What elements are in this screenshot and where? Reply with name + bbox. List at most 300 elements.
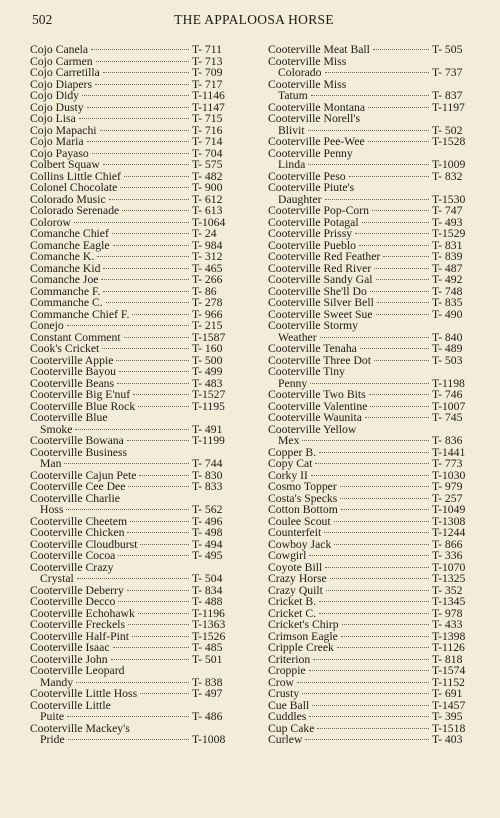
registration-number: T- 714 [192,135,223,148]
registration-number: T- 494 [192,537,223,551]
dot-leader [362,222,429,223]
registration-number: T- 840 [432,330,463,344]
registration-number: T- 838 [192,675,223,689]
dot-leader [103,164,189,165]
registration-number: T- 403 [432,733,463,746]
registration-number: T-1126 [432,641,465,654]
registration-number: T- 709 [192,66,223,79]
horse-name: Colorado [278,66,322,79]
registry-entry [268,113,480,125]
registration-number: T- 773 [432,457,463,470]
registration-number: T-1196 [192,606,225,620]
registry-entry [268,619,480,631]
registration-number: T- 496 [192,514,223,528]
registry-entry [30,67,240,79]
registry-entry [30,412,240,424]
dot-leader [66,509,189,510]
registration-number: T- 837 [432,89,463,102]
registration-number: T-1526 [192,629,226,643]
dot-leader [334,544,429,545]
registry-entry [268,389,480,401]
registry-entry [268,435,480,447]
dot-leader [68,739,189,740]
dot-leader [139,475,189,476]
registry-entry [268,366,480,378]
dot-leader [330,578,429,579]
horse-name: Collins Little Chief [30,169,121,183]
horse-name: Comanche Joe [30,273,99,286]
dot-leader [365,417,429,418]
registration-number: T-1064 [192,215,226,229]
registry-entry [30,205,240,217]
registry-entry [268,228,480,240]
horse-name: Coulee Scout [268,514,331,528]
registration-number: T-1152 [432,675,465,689]
dot-leader [374,268,429,269]
registration-number: T- 713 [192,54,223,68]
registration-number: T- 86 [192,284,217,298]
registration-number: T- 830 [192,468,223,482]
registration-number: T-1146 [192,89,225,102]
horse-name: Constant Comment [30,330,121,344]
horse-name: Cricket B. [268,595,317,608]
registry-entry [30,711,240,723]
dot-leader [118,601,189,602]
registry-entry [268,711,480,723]
dot-leader [312,705,429,706]
registry-entry [30,90,240,102]
registration-number: T-1030 [432,468,466,482]
dot-leader [309,716,429,717]
horse-name: Cooterville Norell's [268,112,361,125]
registry-entry [30,44,240,56]
horse-name: Penny [278,376,308,390]
dot-leader [119,371,189,372]
registration-number: T- 487 [432,261,463,275]
dot-leader [305,739,429,740]
dot-leader [325,199,430,200]
horse-name: Cooterville Charlie [30,491,120,505]
registration-number: T- 160 [192,342,223,355]
horse-name: Cooterville Pop-Corn [268,204,369,217]
horse-name: Cup Cake [268,721,315,735]
dot-leader [109,199,189,200]
dot-leader [374,360,429,361]
dot-leader [132,636,189,637]
dot-leader [373,49,429,50]
dot-leader [124,337,189,338]
dot-leader [355,233,429,234]
horse-name: Cooterville Decco [30,595,116,608]
dot-leader [113,647,189,648]
registration-number: T- 503 [432,353,463,367]
registration-number: T- 833 [192,480,223,493]
registry-entry [268,274,480,286]
dot-leader [96,61,189,62]
horse-name: Cooterville Meat Ball [268,43,370,56]
registration-number: T- 492 [432,273,463,286]
registry-entry [268,596,480,608]
horse-name: Cooterville Blue [30,411,108,424]
registration-number: T- 613 [192,204,223,217]
horse-name: Cooterville Sweet Sue [268,307,373,321]
horse-name: Cooterville Tiny [268,365,345,378]
horse-name: Cricket C. [268,606,317,620]
horse-name: Cooterville Mackey's [30,721,130,735]
horse-name: Cooterville Red Feather [268,250,381,263]
registration-number: T- 562 [192,503,223,516]
horse-name: Cooterville Pee-Wee [268,135,365,148]
dot-leader [117,383,189,384]
registration-number: T-1530 [432,192,466,206]
horse-name: Puite [40,710,65,723]
registration-number: T- 257 [432,491,463,505]
dot-leader [326,590,429,591]
registration-number: T- 266 [192,273,223,286]
registration-number: T- 966 [192,307,223,321]
registration-number: T-1009 [432,158,466,171]
horse-name: Cojo Carmen [30,54,93,68]
dot-leader [138,613,189,614]
dot-leader [118,555,189,556]
dot-leader [75,429,189,430]
registration-number: T-1049 [432,503,466,516]
registration-number: T- 745 [432,411,463,424]
horse-name: Croppie [268,664,306,677]
horse-name: Cripple Creek [268,641,334,654]
registry-entry [30,573,240,585]
dot-leader [92,153,189,154]
horse-name: Cooterville Waunita [268,411,362,424]
horse-name: Cooterville Big E'nuf [30,388,131,401]
registration-number: T- 744 [192,457,223,470]
dot-leader [77,578,189,579]
registration-number: T- 978 [432,606,463,620]
registration-number: T-1363 [192,618,226,631]
horse-name: Comanche Chief [30,227,109,240]
dot-leader [340,486,429,487]
horse-name: Cooterville Bowana [30,434,124,447]
horse-name: Crazy Quilt [268,583,323,597]
dot-leader [113,245,189,246]
registration-number: T- 711 [192,43,222,56]
dot-leader [370,406,429,407]
horse-name: Cricket's Chirp [268,618,339,631]
horse-name: Copper B. [268,445,317,459]
dot-leader [97,256,189,257]
horse-name: Tatum [278,89,308,102]
horse-name: Cooterville Valentine [268,399,368,413]
horse-name: Cooterville Peso [268,169,346,183]
dot-leader [309,555,429,556]
registration-number: T- 832 [432,169,463,183]
registry-entry [30,665,240,677]
registration-number: T-1147 [192,100,225,114]
registry-entry [268,504,480,516]
horse-name: Cooterville Little [30,698,111,712]
dot-leader [319,452,429,453]
registration-number: T- 501 [192,652,223,666]
dot-leader [308,130,429,131]
horse-name: Cooterville Business [30,445,128,459]
horse-name: Cojo Maria [30,135,84,148]
registration-number: T-1587 [192,330,226,344]
registry-entry [268,159,480,171]
registration-number: T-1441 [432,445,466,459]
dot-leader [116,360,189,361]
dot-leader [103,268,189,269]
horse-name: Linda [278,158,306,171]
registry-entry [30,458,240,470]
registry-entry [268,734,480,746]
horse-name: Daughter [278,192,322,206]
registration-number: T- 498 [192,526,223,539]
horse-name: Cook's Cricket [30,342,100,355]
dot-leader [132,314,189,315]
registration-number: T-1457 [432,698,466,712]
registration-number: T-1518 [432,721,466,735]
dot-leader [325,72,430,73]
dot-leader [309,670,429,671]
registry-entry [30,481,240,493]
registration-number: T- 839 [432,250,463,263]
registration-number: T- 485 [192,641,223,654]
horse-name: Cojo Mapachi [30,123,97,137]
horse-name: Cooterville Montana [268,100,366,114]
dot-leader [127,590,189,591]
dot-leader [91,49,189,50]
dot-leader [79,118,189,119]
registration-number: T- 612 [192,192,223,206]
dot-leader [313,659,429,660]
horse-name: Cooterville Miss [268,77,347,91]
horse-name: Cooterville Red River [268,261,372,275]
dot-leader [122,210,189,211]
horse-name: Colorado Serenade [30,204,120,217]
horse-name: Commanche C. [30,296,103,309]
horse-name: Cuddles [268,710,307,723]
horse-name: Cooterville Sandy Gal [268,273,373,286]
dot-leader [359,245,429,246]
dot-leader [324,532,429,533]
horse-name: Colorado Music [30,192,106,206]
horse-name: Comanche Kid [30,261,101,275]
dot-leader [383,256,429,257]
horse-name: Cooterville Appie [30,353,114,367]
dot-leader [376,314,429,315]
registry-entry [30,182,240,194]
horse-name: Cue Ball [268,698,310,712]
horse-name: Mandy [40,675,74,689]
registration-number: T-1008 [192,733,226,746]
dot-leader [127,532,189,533]
registry-entry [30,251,240,263]
registration-number: T- 747 [432,204,463,217]
registry-entry [268,573,480,585]
horse-name: Cosmo Topper [268,480,337,493]
registration-number: T-1528 [432,135,466,148]
dot-leader [297,682,429,683]
registration-number: T- 465 [192,261,223,275]
horse-name: Commanche F. [30,284,101,298]
horse-name: Crimson Eagle [268,629,338,643]
horse-name: Comanche K. [30,250,95,263]
registry-entry [30,596,240,608]
horse-name: Cooterville Beans [30,376,115,390]
running-title: THE APPALOOSA HORSE [174,12,334,27]
registry-entry [30,642,240,654]
dot-leader [320,337,429,338]
dot-leader [340,498,429,499]
horse-name: Cooterville Yellow [268,422,357,436]
horse-name: Man [40,457,62,470]
registration-number: T-1070 [432,560,466,574]
registry-entry [268,527,480,539]
registry-entry [30,343,240,355]
horse-name: Cooterville Tenaha [268,342,357,355]
registration-number: T- 493 [432,215,463,229]
registration-number: T- 715 [192,112,223,125]
registration-number: T- 502 [432,123,463,137]
dot-leader [317,728,429,729]
dot-leader [130,521,189,522]
dot-leader [369,394,429,395]
registration-number: T- 215 [192,319,223,332]
registry-entry [30,274,240,286]
horse-name: Cooterville Prissy [268,227,353,240]
dot-leader [100,130,189,131]
dot-leader [370,291,429,292]
registration-number: T- 834 [192,583,223,597]
horse-name: Coyote Bill [268,560,323,574]
dot-leader [64,463,189,464]
dot-leader [76,682,189,683]
registration-number: T-1529 [432,227,466,240]
registry-entry [30,734,240,746]
right-column [268,44,480,746]
dot-leader [311,95,429,96]
registration-number: T- 504 [192,572,223,585]
registry-entry [268,320,480,332]
dot-leader [319,601,429,602]
registry-entry [268,642,480,654]
horse-name: Cooterville Silver Bell [268,296,374,309]
horse-name: Cooterville Cee Dee [30,480,126,493]
horse-name: Cooterville Blue Rock [30,399,136,413]
registration-number: T- 835 [432,296,463,309]
horse-name: Cooterville John [30,652,108,666]
registry-entry [268,688,480,700]
registry-entry [30,320,240,332]
registry-entry [268,458,480,470]
dot-leader [106,302,189,303]
horse-name: Cooterville Half-Pint [30,629,130,643]
horse-name: Cooterville Cajun Pete [30,468,137,482]
dot-leader [310,383,429,384]
registration-number: T-1007 [432,399,466,413]
registration-number: T-1527 [192,388,226,401]
registration-number: T- 489 [432,342,463,355]
registration-number: T- 831 [432,238,463,252]
horse-name: Cooterville Isaac [30,641,110,654]
horse-name: Criterion [268,652,311,666]
registration-number: T- 336 [432,549,463,562]
registry-entry [30,504,240,516]
dot-leader [101,279,189,280]
registration-number: T- 717 [192,77,223,91]
horse-name: Cooterville Bayou [30,365,117,378]
dot-leader [376,279,429,280]
registry-entry [268,182,480,194]
horse-name: Cooterville Miss [268,54,347,68]
registration-number: T- 746 [432,388,463,401]
registration-number: T- 737 [432,66,463,79]
dot-leader [103,72,189,73]
horse-name: Copy Cat [268,457,313,470]
horse-name: Cooterville Stormy [268,319,358,332]
horse-name: Crystal [40,572,74,585]
horse-name: Hoss [40,503,64,516]
dot-leader [368,107,429,108]
dot-leader [319,613,429,614]
horse-name: Cooterville She'll Do [268,284,367,298]
registration-number: T- 483 [192,376,223,390]
registry-entry [30,619,240,631]
horse-name: Cojo Lisa [30,112,76,125]
horse-name: Blivit [278,123,305,137]
dot-leader [341,636,429,637]
dot-leader [111,659,189,660]
horse-name: Cooterville Leopard [30,664,125,677]
horse-name: Counterfeit [268,526,322,539]
dot-leader [95,84,189,85]
horse-name: Corky II [268,468,308,482]
registration-number: T- 395 [432,710,463,723]
dot-leader [67,716,189,717]
horse-name: Cooterville Potagal [268,215,359,229]
dot-leader [128,624,189,625]
registry-entry [30,435,240,447]
registry-entry [268,205,480,217]
dot-leader [349,176,429,177]
dot-leader [368,141,429,142]
horse-name: Cooterville Deberry [30,583,124,597]
dot-leader [82,95,189,96]
horse-name: Weather [278,330,317,344]
registration-number: T-1244 [432,526,466,539]
registration-number: T- 312 [192,250,223,263]
dot-leader [138,406,189,407]
registration-number: T- 716 [192,123,223,137]
registry-entry [30,389,240,401]
dot-leader [302,440,429,441]
horse-name: Smoke [40,422,73,436]
horse-name: Cojo Canela [30,43,89,56]
registration-number: T-1345 [432,595,466,608]
registration-number: T- 866 [432,537,463,551]
registration-number: T- 482 [192,169,223,183]
horse-name: Mex [278,434,300,447]
horse-name: Cowgirl [268,549,307,562]
dot-leader [67,325,189,326]
dot-leader [140,693,189,694]
horse-name: Cooterville Crazy [30,560,114,574]
dot-leader [87,141,189,142]
registry-entry [30,550,240,562]
registry-entry [268,665,480,677]
registration-number: T- 818 [432,652,463,666]
page-header [32,12,476,28]
